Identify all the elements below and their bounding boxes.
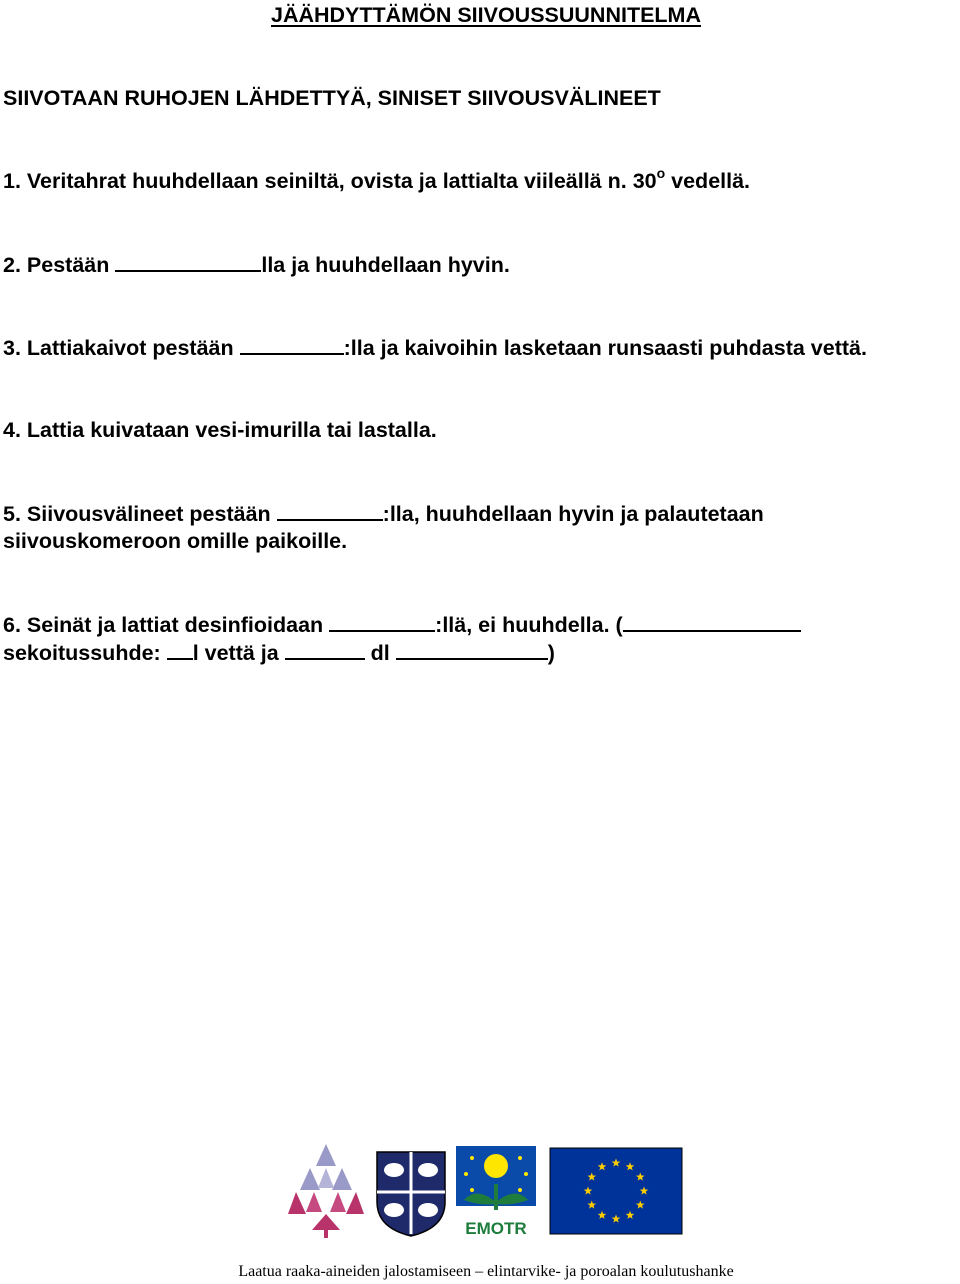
step-2-post: lla ja huuhdellaan hyvin. xyxy=(261,253,510,277)
fill-blank[interactable] xyxy=(396,639,548,660)
step-5 xyxy=(3,500,764,527)
step-5-post: :lla, huuhdellaan hyvin ja palautetaan xyxy=(382,502,764,526)
logo-strip xyxy=(0,1140,960,1240)
fill-blank[interactable] xyxy=(115,251,261,272)
fill-blank[interactable] xyxy=(329,611,435,632)
step-2 xyxy=(3,251,510,278)
fill-blank[interactable] xyxy=(240,334,344,355)
fill-blank[interactable] xyxy=(277,500,383,521)
step-5-pre: 5. Siivousvälineet pestään xyxy=(3,502,277,526)
step-6 xyxy=(3,611,801,638)
step-6-l2-a: sekoitussuhde: xyxy=(3,641,167,665)
step-1-end: vedellä. xyxy=(665,169,751,193)
document-title: JÄÄHDYTTÄMÖN SIIVOUSSUUNNITELMA xyxy=(270,3,701,27)
emotr-label: EMOTR xyxy=(465,1219,527,1238)
step-5-line-2: siivouskomeroon omille paikoille. xyxy=(3,529,348,553)
footer-text: Laatua raaka-aineiden jalostamiseen – elintarvike- ja poroalan koulutushanke xyxy=(238,1263,734,1280)
step-3-pre: 3. Lattiakaivot pestään xyxy=(3,336,240,360)
step-1-text: 1. Veritahrat huuhdellaan seiniltä, ovista ja lattialta viileällä n. 30 xyxy=(3,169,657,193)
step-6-line-2 xyxy=(3,639,555,666)
coat-of-arms-icon xyxy=(377,1152,445,1236)
step-6-pre: 6. Seinät ja lattiat desinfioidaan xyxy=(3,613,330,637)
step-3-post: :lla ja kaivoihin lasketaan runsaasti puhdasta vettä. xyxy=(343,336,867,360)
fill-blank[interactable] xyxy=(623,611,801,632)
degree-superscript: o xyxy=(656,164,666,181)
emotr-logo-icon xyxy=(456,1146,536,1238)
section-subtitle: SIIVOTAAN RUHOJEN LÄHDETTYÄ, SINISET SIIVOUSVÄLINEET xyxy=(3,86,661,110)
step-2-pre: 2. Pestään xyxy=(3,253,116,277)
step-1 xyxy=(3,164,751,194)
step-4: 4. Lattia kuivataan vesi-imurilla tai lastalla. xyxy=(3,418,437,442)
step-6-l2-d: ) xyxy=(547,641,555,665)
step-6-l2-c: dl xyxy=(364,641,396,665)
fill-blank[interactable] xyxy=(285,639,365,660)
step-6-mid: :llä, ei huuhdella. ( xyxy=(435,613,623,637)
cone-logo-icon xyxy=(288,1144,364,1238)
step-6-l2-b: l vettä ja xyxy=(192,641,285,665)
fill-blank[interactable] xyxy=(167,639,193,660)
step-3 xyxy=(3,334,867,361)
eu-flag-icon xyxy=(550,1148,682,1234)
